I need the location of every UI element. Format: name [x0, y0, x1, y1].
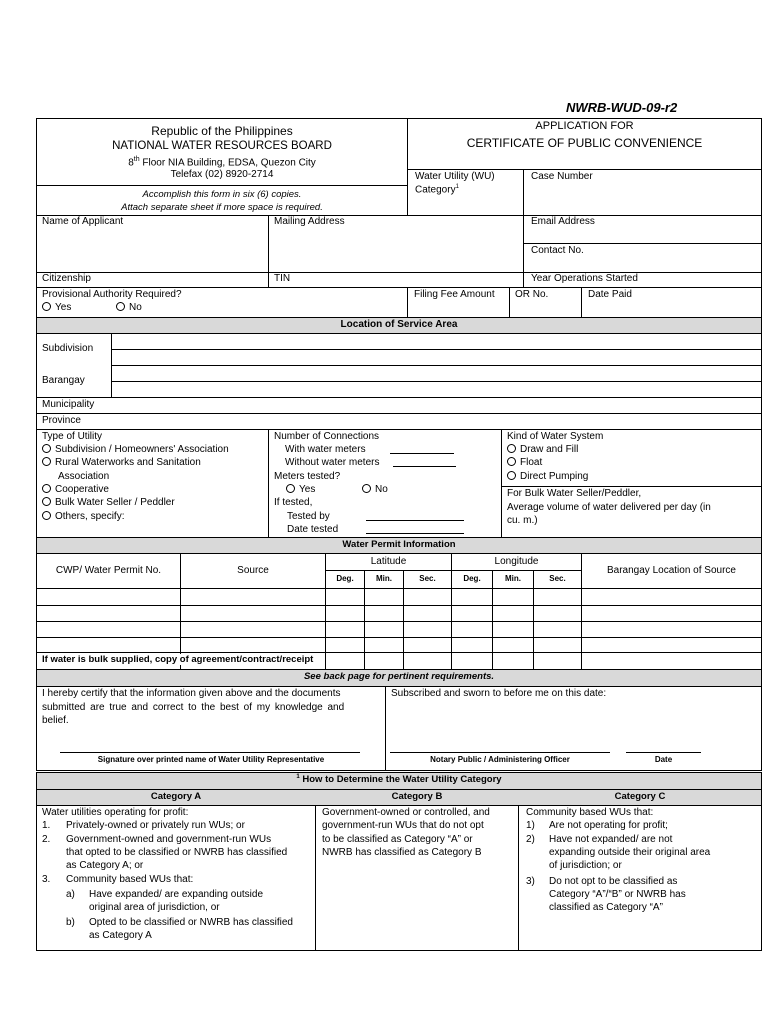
application-title: CERTIFICATE OF PUBLIC CONVENIENCE	[466, 136, 703, 150]
category-a-item-text: Community based WUs that:	[66, 874, 194, 885]
category-a-sub-text: Opted to be classified or NWRB has classified	[89, 917, 293, 928]
barangay-label: Barangay	[42, 375, 85, 386]
lon-sec-header: Sec.	[549, 574, 566, 583]
category-a-sub-text: as Category A	[89, 930, 152, 941]
province-label: Province	[42, 415, 81, 426]
instruction-copies: Accomplish this form in six (6) copies.	[142, 189, 302, 200]
case-number-label: Case Number	[531, 171, 593, 182]
category-b-text: to be classified as Category “A” or	[322, 834, 473, 845]
source-header: Source	[237, 565, 269, 576]
bulk-volume-label-3: cu. m.)	[507, 515, 538, 526]
category-c-header: Category C	[614, 791, 666, 802]
notary-line[interactable]	[390, 752, 610, 753]
agency-telefax: Telefax (02) 8920-2714	[170, 169, 274, 180]
type-option-rural-cont: Association	[58, 471, 110, 482]
municipality-label: Municipality	[42, 399, 95, 410]
category-a-item-num: 3.	[42, 874, 51, 885]
category-a-intro: Water utilities operating for profit:	[42, 807, 189, 818]
radio-icon[interactable]	[42, 484, 51, 493]
category-c-item-num: 3)	[526, 876, 535, 887]
lat-min-header: Min.	[376, 574, 392, 583]
category-c-intro: Community based WUs that:	[526, 807, 654, 818]
see-back-note: See back page for pertinent requirements.	[303, 671, 495, 682]
subdivision-label: Subdivision	[42, 343, 94, 354]
provisional-authority-label: Provisional Authority Required?	[42, 289, 182, 300]
category-a-item-text: as Category A; or	[66, 860, 144, 871]
type-option-subdivision[interactable]: Subdivision / Homeowners' Association	[42, 444, 229, 456]
republic-text: Republic of the Philippines	[151, 124, 293, 138]
radio-icon[interactable]	[362, 484, 371, 493]
category-c-item-text: Are not operating for profit;	[549, 820, 668, 831]
document-code: NWRB-WUD-09-r2	[566, 100, 678, 115]
connections-label: Number of Connections	[274, 431, 380, 442]
sworn-label: Subscribed and sworn to before me on this date:	[391, 688, 607, 699]
bulk-volume-label: For Bulk Water Seller/Peddler,	[507, 488, 642, 499]
location-title: Location of Service Area	[340, 319, 458, 330]
barangay-location-header: Barangay Location of Source	[607, 565, 736, 576]
year-operations-label: Year Operations Started	[531, 273, 638, 284]
email-address-label: Email Address	[531, 216, 595, 227]
type-option-cooperative[interactable]: Cooperative	[42, 484, 109, 496]
radio-icon[interactable]	[507, 444, 516, 453]
category-b-text: Government-owned or controlled, and	[322, 807, 490, 818]
category-c-item-text: Do not opt to be classified as	[549, 876, 678, 887]
type-option-bulk[interactable]: Bulk Water Seller / Peddler	[42, 497, 175, 509]
if-tested-label: If tested,	[274, 497, 313, 508]
radio-icon[interactable]	[42, 302, 51, 311]
bulk-volume-label-2: Average volume of water delivered per day (in	[507, 502, 711, 513]
bulk-supply-note: If water is bulk supplied, copy of agreement/contract/receipt	[42, 654, 314, 665]
radio-icon[interactable]	[286, 484, 295, 493]
filing-fee-label: Filing Fee Amount	[414, 289, 495, 300]
radio-icon[interactable]	[507, 471, 516, 480]
meters-tested-yes-option[interactable]: Yes	[286, 484, 315, 496]
certify-line-2: submitted are true and correct to the best of my knowledge and	[42, 702, 345, 713]
date-line[interactable]	[626, 752, 701, 753]
radio-icon[interactable]	[42, 497, 51, 506]
tin-label: TIN	[274, 273, 291, 284]
category-a-item-text: that opted to be classified or NWRB has classified	[66, 847, 288, 858]
with-meters-field[interactable]	[390, 444, 454, 454]
date-tested-field[interactable]	[366, 524, 464, 534]
without-meters-field[interactable]	[393, 457, 456, 467]
radio-icon[interactable]	[42, 457, 51, 466]
notary-label: Notary Public / Administering Officer	[430, 755, 570, 764]
category-a-item-num: 2.	[42, 834, 51, 845]
category-c-item-text: of jurisdiction; or	[549, 860, 622, 871]
category-c-item-num: 1)	[526, 820, 535, 831]
mailing-address-label: Mailing Address	[274, 216, 345, 227]
category-a-sub-text: original area of jurisdiction, or	[89, 902, 220, 913]
wu-category-label-2: Category$^1$	[415, 184, 459, 196]
lat-sec-header: Sec.	[419, 574, 436, 583]
lon-deg-header: Deg.	[463, 574, 481, 583]
category-a-item-text: Privately-owned or privately run WUs; or	[66, 820, 245, 831]
contact-no-label: Contact No.	[531, 245, 584, 256]
categories-title: $^1$ How to Determine the Water Utility Category	[296, 774, 502, 786]
longitude-header: Longitude	[494, 556, 539, 567]
with-meters-label: With water meters	[285, 444, 366, 455]
category-a-sub-num: b)	[66, 917, 75, 928]
type-option-others[interactable]: Others, specify:	[42, 511, 124, 523]
category-b-header: Category B	[391, 791, 443, 802]
category-a-sub-text: Have expanded/ are expanding outside	[89, 889, 264, 900]
category-a-sub-num: a)	[66, 889, 75, 900]
without-meters-label: Without water meters	[285, 457, 380, 468]
permit-title: Water Permit Information	[342, 539, 456, 550]
kind-option-float[interactable]: Float	[507, 457, 542, 469]
category-b-text: government-run WUs that do not opt	[322, 820, 484, 831]
date-tested-label: Date tested	[287, 524, 339, 535]
meters-tested-no-option[interactable]: No	[362, 484, 388, 496]
type-option-rural[interactable]: Rural Waterworks and Sanitation	[42, 457, 201, 469]
kind-option-draw-fill[interactable]: Draw and Fill	[507, 444, 578, 456]
certify-line-3: belief.	[42, 715, 69, 726]
meters-tested-label: Meters tested?	[274, 471, 341, 482]
instruction-attach: Attach separate sheet if more space is required.	[121, 202, 323, 213]
radio-icon[interactable]	[42, 511, 51, 520]
date-label: Date	[654, 755, 673, 764]
prov-auth-yes-option[interactable]: Yes	[42, 302, 71, 314]
category-a-item-text: Government-owned and government-run WUs	[66, 834, 272, 845]
date-paid-label: Date Paid	[588, 289, 632, 300]
wu-category-label: Water Utility (WU)	[415, 171, 495, 182]
category-c-item-num: 2)	[526, 834, 535, 845]
category-c-item-text: Category “A”/“B” or NWRB has	[549, 889, 686, 900]
category-c-item-text: classified as Category “A”	[549, 902, 663, 913]
citizenship-label: Citizenship	[42, 273, 91, 284]
kind-option-direct-pumping[interactable]: Direct Pumping	[507, 471, 588, 483]
or-no-label: OR No.	[515, 289, 549, 300]
radio-icon[interactable]	[507, 457, 516, 466]
category-c-item-text: Have not expanded/ are not	[549, 834, 673, 845]
tested-by-label: Tested by	[287, 511, 330, 522]
agency-address: 8th Floor NIA Building, EDSA, Quezon City	[128, 156, 316, 169]
kind-of-system-label: Kind of Water System	[507, 431, 604, 442]
signature-label: Signature over printed name of Water Utility Representative	[97, 755, 325, 764]
cwp-header: CWP/ Water Permit No.	[55, 565, 162, 576]
agency-name: NATIONAL WATER RESOURCES BOARD	[112, 140, 332, 152]
lon-min-header: Min.	[505, 574, 521, 583]
radio-icon[interactable]	[42, 444, 51, 453]
tested-by-field[interactable]	[366, 511, 464, 521]
category-c-item-text: expanding outside their original area	[549, 847, 711, 858]
type-of-utility-label: Type of Utility	[42, 431, 103, 442]
radio-icon[interactable]	[116, 302, 125, 311]
signature-line[interactable]	[60, 752, 360, 753]
latitude-header: Latitude	[370, 556, 407, 567]
certify-line-1: I hereby certify that the information given above and the documents	[42, 688, 341, 699]
lat-deg-header: Deg.	[336, 574, 354, 583]
prov-auth-no-option[interactable]: No	[116, 302, 142, 314]
category-a-item-num: 1.	[42, 820, 51, 831]
category-a-header: Category A	[150, 791, 202, 802]
category-b-text: NWRB has classified as Category B	[322, 847, 482, 858]
application-for: APPLICATION FOR	[535, 120, 634, 132]
applicant-name-label: Name of Applicant	[42, 216, 124, 227]
